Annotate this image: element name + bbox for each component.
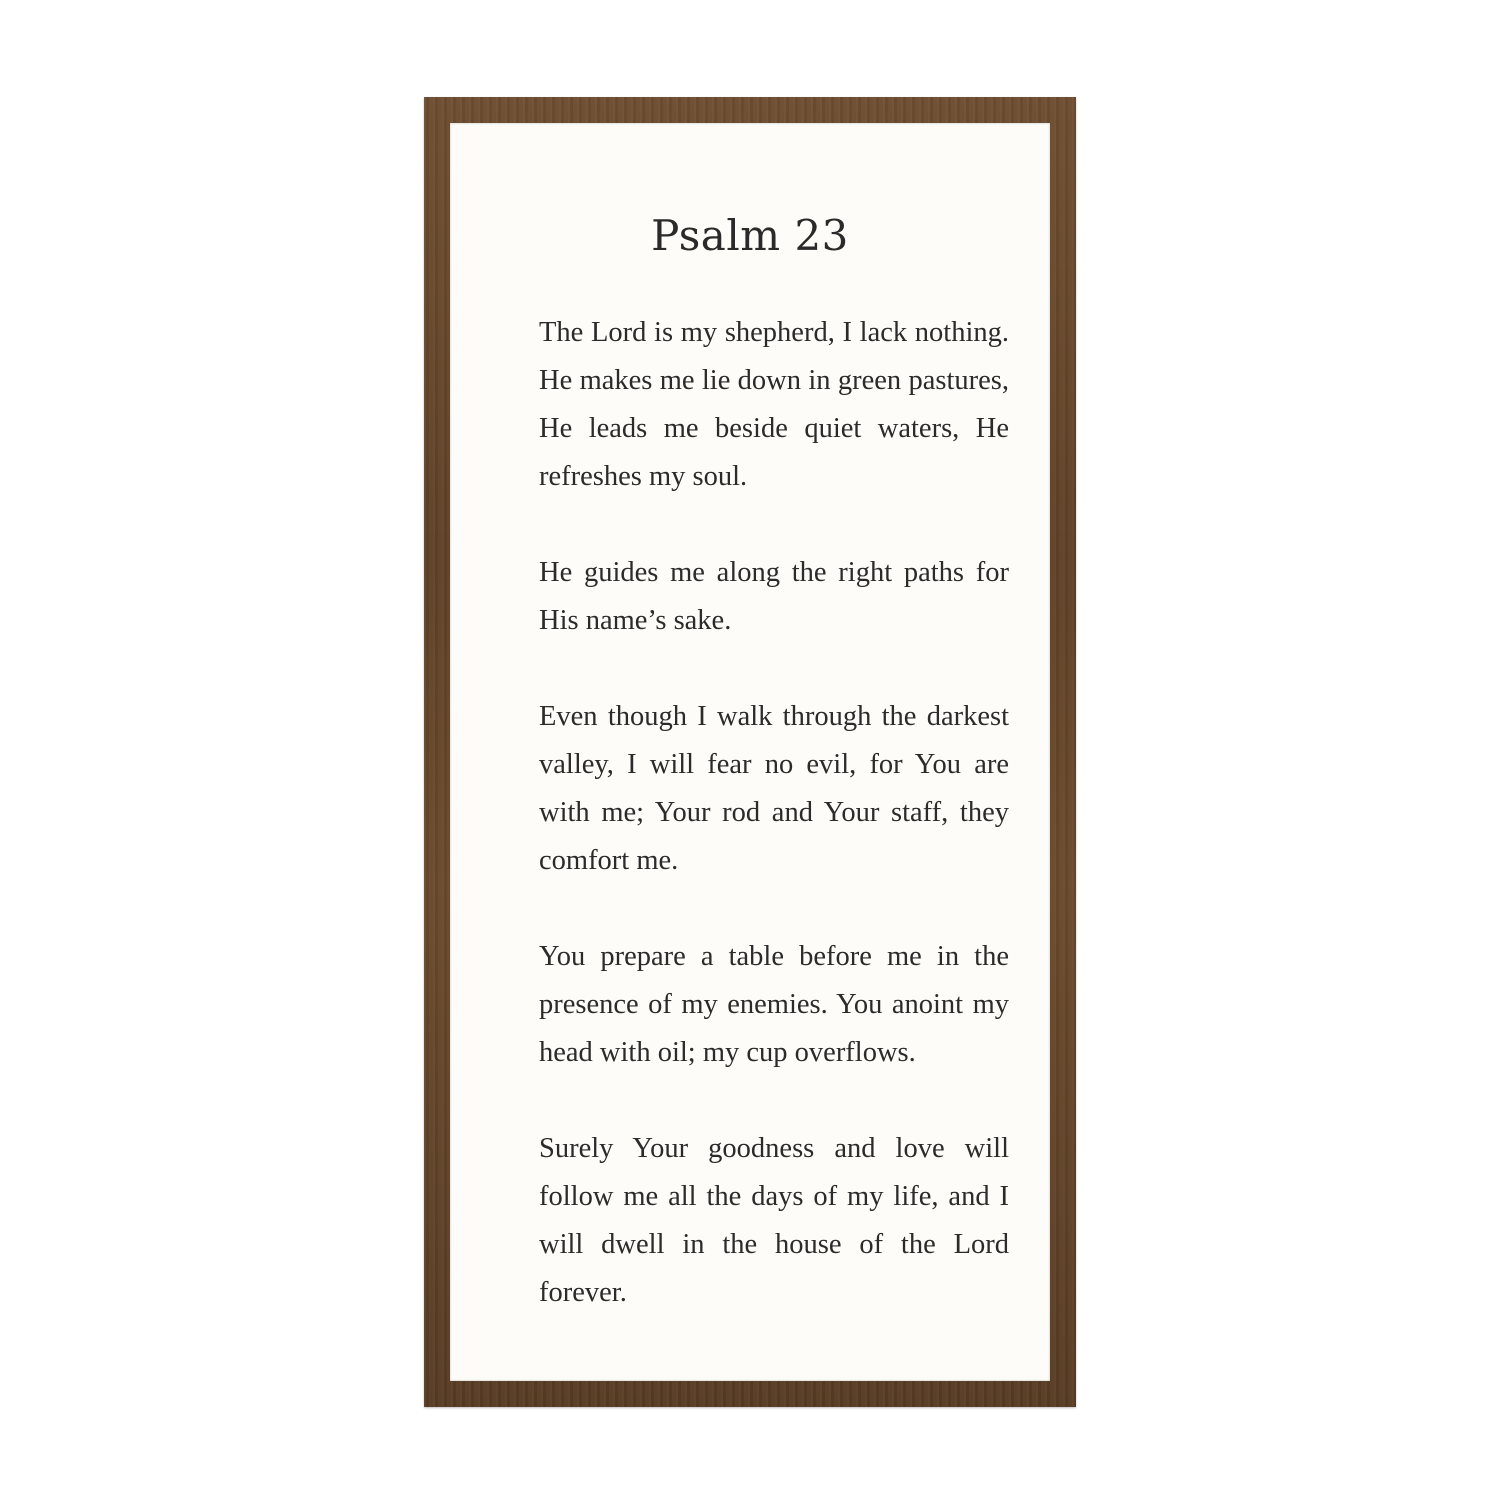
sign-title: Psalm 23 — [651, 211, 849, 260]
verse-paragraph-3: Even though I walk through the darkest valley, I will fear no evil, for You are with me; Your rod and Your staff, they comfort me. — [539, 701, 1009, 876]
wood-frame — [424, 97, 1076, 1407]
verse-paragraph-2: He guides me along the right paths for His name’s sake. — [539, 557, 1009, 636]
verse-paragraph-1: The Lord is my shepherd, I lack nothing. He makes me lie down in green pastures, He leads me beside quiet waters, He refreshes my soul. — [539, 317, 1009, 492]
verse-block — [539, 309, 1009, 1317]
verse-paragraph-5: Surely Your goodness and love will follow me all the days of my life, and I will dwell in the house of the Lord forever. — [539, 1133, 1009, 1308]
sign-panel — [450, 123, 1050, 1381]
verse-paragraph-4: You prepare a table before me in the presence of my enemies. You anoint my head with oil; my cup overflows. — [539, 941, 1009, 1068]
